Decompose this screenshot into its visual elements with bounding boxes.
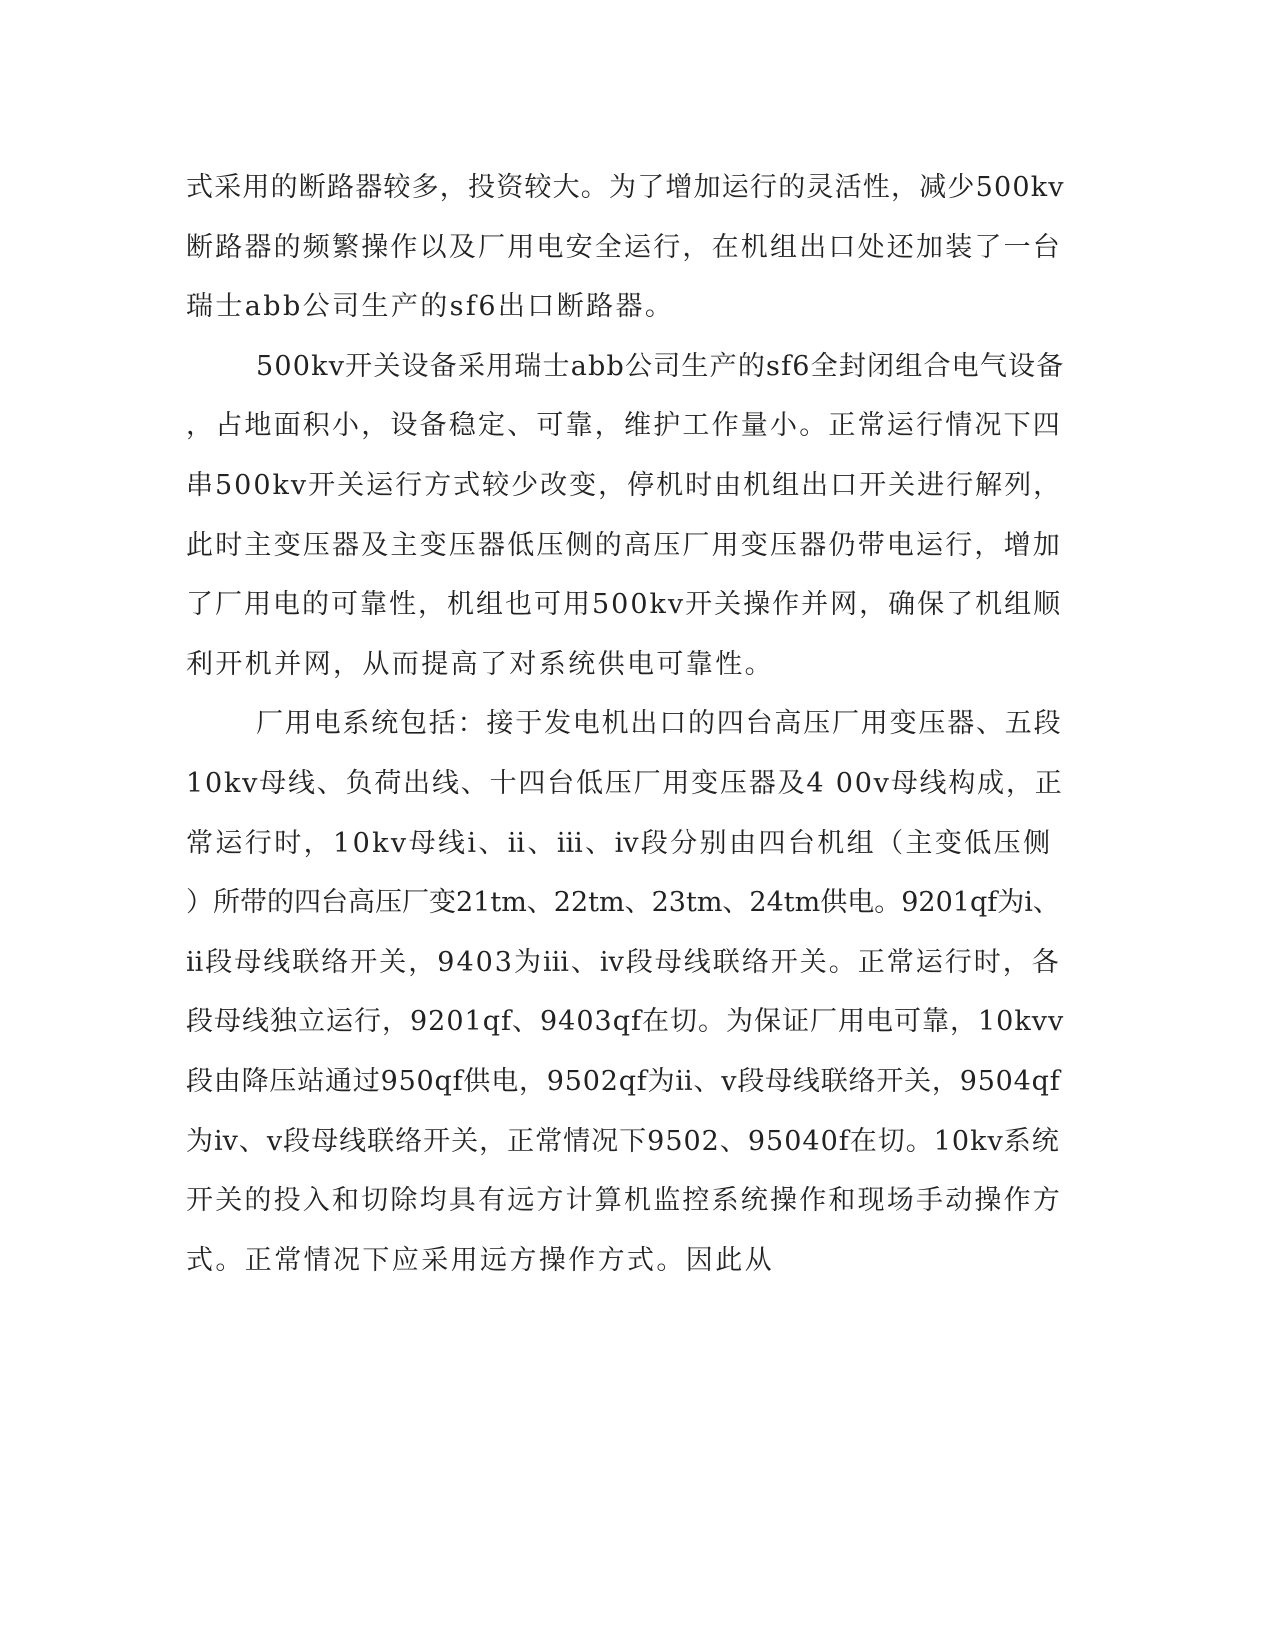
- text-line: 式。正常情况下应采用远方操作方式。因此从: [186, 1244, 774, 1276]
- text-line: 段母线独立运行，9201qf、9403qf在切。为保证厂用电可靠，10kvⅴ: [186, 1006, 1065, 1038]
- text-line: 式采用的断路器较多，投资较大。为了增加运行的灵活性，减少500kv: [186, 172, 1065, 203]
- document-body: [186, 158, 1066, 1290]
- text-line: ，占地面积小，设备稳定、可靠，维护工作量小。正常运行情况下四: [186, 410, 1062, 442]
- text-line: 此时主变压器及主变压器低压侧的高压厂用变压器仍带电运行，增加: [186, 529, 1062, 561]
- text-line: 了厂用电的可靠性，机组也可用500kv开关操作并网，确保了机组顺: [186, 589, 1063, 621]
- text-line: 开关的投入和切除均具有远方计算机监控系统操作和现场手动操作方: [186, 1185, 1062, 1217]
- text-line: 断路器的频繁操作以及厂用电安全运行，在机组出口处还加装了一台: [186, 231, 1062, 263]
- text-line: 10kv母线、负荷出线、十四台低压厂用变压器及4 00v母线构成，正: [186, 767, 1064, 799]
- paragraph-start-line: 500kv开关设备采用瑞士abb公司生产的sf6全封闭组合电气设备: [256, 350, 1065, 382]
- text-line: ）所带的四台高压厂变21tm、22tm、23tm、24tm供电。9201qf为ⅰ、: [186, 887, 1060, 919]
- text-line: 串500kv开关运行方式较少改变，停机时由机组出口开关进行解列，: [186, 469, 1063, 501]
- text-line: 利开机并网，从而提高了对系统供电可靠性。: [186, 648, 774, 680]
- paragraph-start-line: 厂用电系统包括：接于发电机出口的四台高压厂用变压器、五段: [256, 708, 1063, 740]
- text-line: 瑞士abb公司生产的sf6出口断路器。: [186, 291, 675, 323]
- text-line: 为ⅳ、ⅴ段母线联络开关，正常情况下9502、95040f在切。10kv系统: [186, 1125, 1060, 1157]
- text-line: ⅱ段母线联络开关，9403为ⅲ、ⅳ段母线联络开关。正常运行时，各: [186, 946, 1061, 978]
- text-line: 段由降压站通过950qf供电，9502qf为ⅱ、ⅴ段母线联络开关，9504qf: [186, 1065, 1061, 1097]
- text-line: 常运行时，10kv母线ⅰ、ⅱ、ⅲ、ⅳ段分别由四台机组（主变低压侧: [186, 827, 1053, 859]
